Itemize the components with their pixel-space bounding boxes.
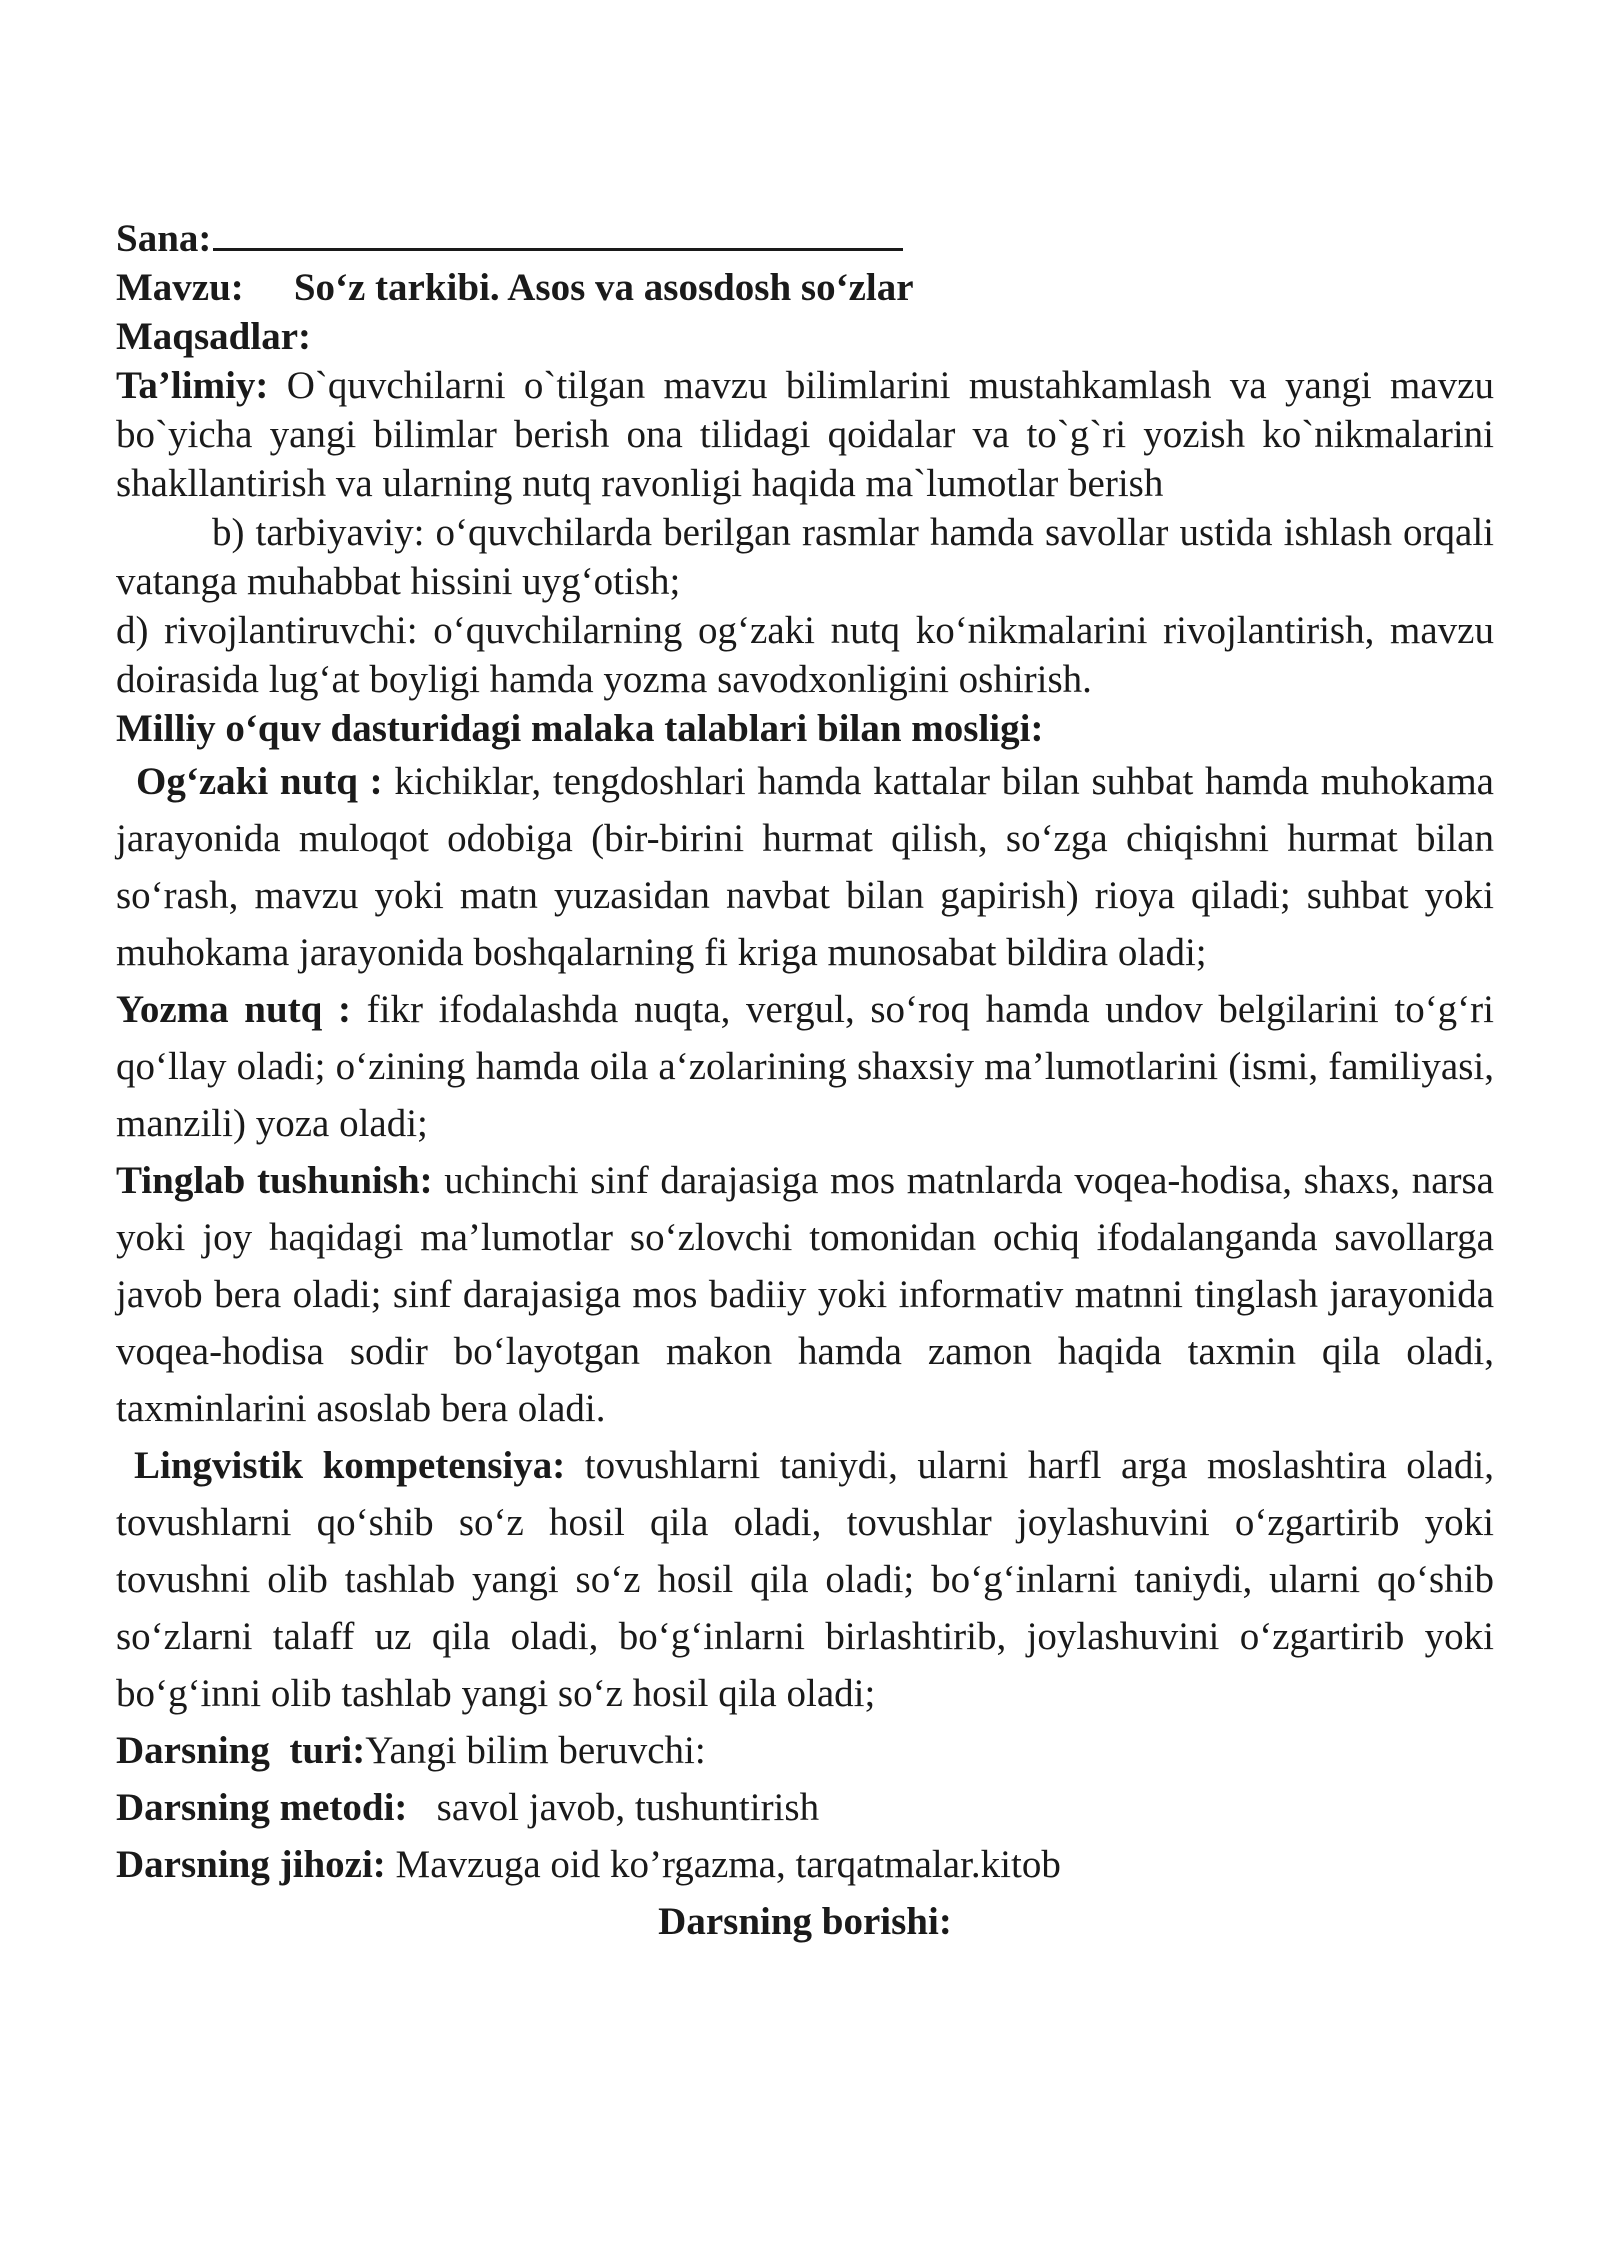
borishi-heading <box>116 1893 1494 1950</box>
metodi-value: savol javob, tushuntirish <box>407 1786 820 1829</box>
mavzu-value: So‘z tarkibi. Asos va asosdosh so‘zlar <box>293 266 914 309</box>
milliy-heading-text: Milliy o‘quv dasturidagi malaka talablari bilan mosligi: <box>116 707 1044 750</box>
rivojlantiruvchi-paragraph <box>116 606 1494 704</box>
milliy-heading <box>116 704 1494 753</box>
yozma-text: fikr ifodalashda nuqta, vergul, so‘roq hamda undov belgilarini to‘g‘ri qo‘llay oladi; o‘zining hamda oila a‘zolarining shaxsiy ma’lumotlarini (ismi, familiyasi, manzili) yoza oladi; <box>116 988 1494 1145</box>
jihozi-row <box>116 1836 1494 1893</box>
tarbiyaviy-paragraph <box>116 508 1494 606</box>
ogzaki-text: kichiklar, tengdoshlari hamda kattalar bilan suhbat hamda muhokama jarayonida muloqot odobiga (bir-birini hurmat qilish, so‘zga chiqishni hurmat bilan so‘rash, mavzu yoki matn yuzasidan navbat bilan gapirish) rioya qiladi; suhbat yoki muhokama jarayonida boshqalarning fi kriga munosabat bildira oladi; <box>116 760 1494 974</box>
borishi-heading-text: Darsning borishi: <box>658 1900 952 1943</box>
rivojlantiruvchi-text: d) rivojlantiruvchi: o‘quvchilarning og‘zaki nutq ko‘nikmalarini rivojlantirish, mavzu doirasida lug‘at boyligi hamda yozma savodxonligini oshirish. <box>116 609 1494 701</box>
tinglab-label: Tinglab tushunish: <box>116 1159 433 1202</box>
turi-label: Darsning turi: <box>116 1729 366 1772</box>
jihozi-value: Mavzuga oid ko’rgazma, tarqatmalar.kitob <box>385 1843 1061 1886</box>
maqsadlar-heading <box>116 312 1494 361</box>
mavzu-row <box>116 263 1494 312</box>
yozma-paragraph <box>116 981 1494 1152</box>
maqsadlar-heading-text: Maqsadlar: <box>116 315 311 358</box>
sana-label: Sana: <box>116 217 212 260</box>
turi-row <box>116 1722 1494 1779</box>
lingvistik-text: tovushlarni taniydi, ularni harfl arga moslashtira oladi, tovushlarni qo‘shib so‘z hosil qila oladi, tovushlar joylashuvini o‘zgartirib yoki tovushni olib tashlab yangi so‘z hosil qila oladi; bo‘g‘inlarni taniydi, ularni qo‘shib so‘zlarni talaff uz qila oladi, bo‘g‘inlarni birlashtirib, joylashuvini o‘zgartirib yoki bo‘g‘inni olib tashlab yangi so‘z hosil qila oladi; <box>116 1444 1495 1715</box>
tarbiyaviy-text: b) tarbiyaviy: o‘quvchilarda berilgan rasmlar hamda savollar ustida ishlash orqali vatanga muhabbat hissini uyg‘otish; <box>116 511 1494 603</box>
sana-row <box>116 212 1494 263</box>
talimiy-paragraph <box>116 361 1494 508</box>
talimiy-text: O`quvchilarni o`tilgan mavzu bilimlarini mustahkamlash va yangi mavzu bo`yicha yangi bilimlar berish ona tilidagi qoidalar va to`g`ri yozish ko`nikmalarini shakllantirish va ularning nutq ravonligi haqida ma`lumotlar berish <box>116 364 1494 505</box>
mavzu-label: Mavzu: <box>116 266 244 309</box>
lingvistik-label: Lingvistik kompetensiya: <box>134 1444 566 1487</box>
turi-value: Yangi bilim beruvchi: <box>365 1729 706 1772</box>
jihozi-label: Darsning jihozi: <box>116 1843 386 1886</box>
metodi-row <box>116 1779 1494 1836</box>
lingvistik-paragraph <box>116 1437 1494 1722</box>
yozma-label: Yozma nutq : <box>116 988 351 1031</box>
ogzaki-paragraph <box>116 753 1494 981</box>
metodi-label: Darsning metodi: <box>116 1786 408 1829</box>
lesson-plan-page <box>116 212 1494 1950</box>
tinglab-paragraph <box>116 1152 1494 1437</box>
ogzaki-label: Og‘zaki nutq : <box>136 760 383 803</box>
tinglab-text: uchinchi sinf darajasiga mos matnlarda voqea-hodisa, shaxs, narsa yoki joy haqidagi ma’lumotlar so‘zlovchi tomonidan ochiq ifodalanganda savollarga javob bera oladi; sinf darajasiga mos badiiy yoki informativ matnni tinglash jarayonida voqea-hodisa sodir bo‘layotgan makon hamda zamon haqida taxmin qila oladi, taxminlarini asoslab bera oladi. <box>116 1159 1494 1430</box>
sana-blank-line <box>213 212 903 251</box>
talimiy-label: Ta’limiy: <box>116 364 269 407</box>
